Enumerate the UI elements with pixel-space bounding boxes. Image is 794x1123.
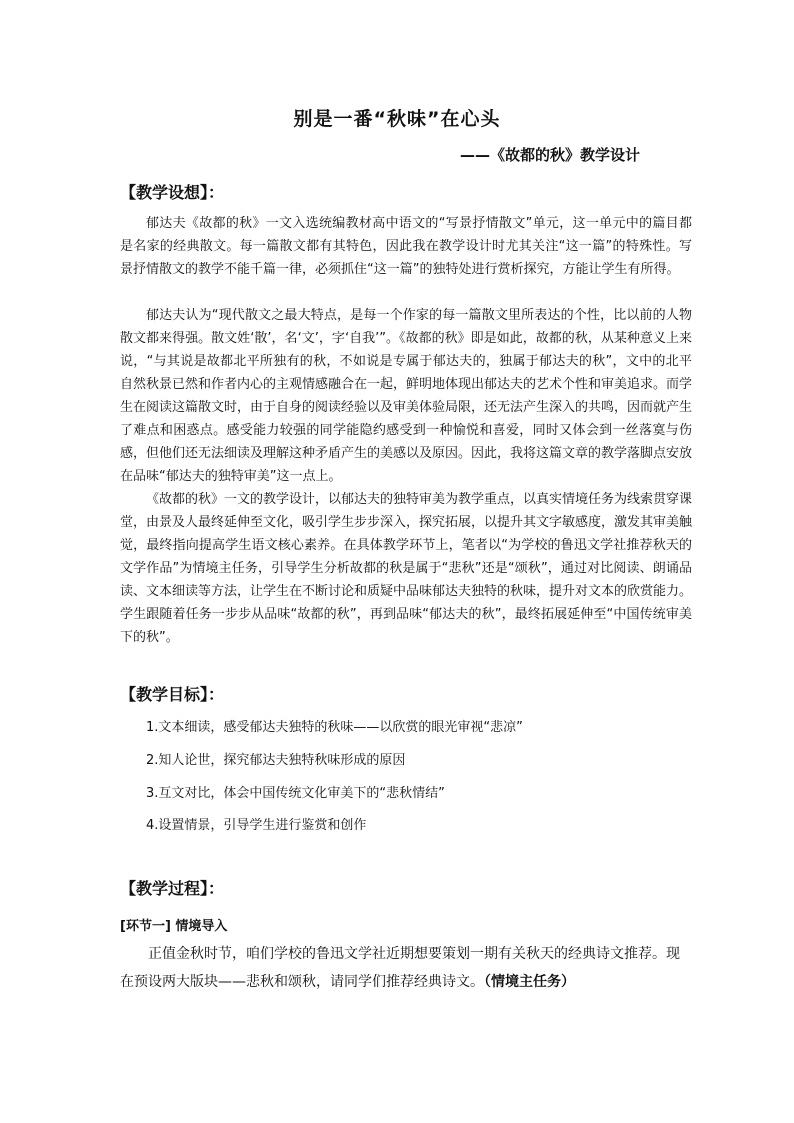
idea-paragraph-2: 郁达夫认为“现代散文之最大特点，是每一个作家的每一篇散文里所表达的个性，比以前的人物散文都来得强。散文姓‘散’，名‘文’，字‘自我’”。《故都的秋》即是如此，故都的秋，从某种意义上来说，“与其说是故都北平所独有的秋，不如说是专属于郁达夫的，独属于郁达夫的秋”，文中的北平自然秋景已然和作者内心的主观情感融合在一起，鲜明地体现出郁达夫的艺术个性和审美追求。而学生在阅读这篇散文时，由于自身的阅读经验以及审美体验局限，还无法产生深入的共鸣，因而就产生了难点和困惑点。感受能力较强的同学能隐约感受到一种愉悦和喜爱，同时又体会到一丝落寞与伤感，但他们还无法细读及理解这种矛盾产生的美感以及原因。因此，我将这篇文章的教学落脚点安放在品味“郁达夫的独特审美”这一点上。 bbox=[120, 308, 693, 484]
heading-teaching-process: 【教学过程】： bbox=[120, 879, 225, 898]
step1-task-note: （情境主任务） bbox=[484, 974, 575, 990]
goal-item-3: 3.互文对比，体会中国传统文化审美下的“悲秋情结” bbox=[146, 786, 445, 801]
doc-subtitle: ——《故都的秋》教学设计 bbox=[460, 146, 641, 164]
idea-paragraph-3: 《故都的秋》一文的教学设计，以郁达夫的独特审美为教学重点，以真实情境任务为线索贯穿课堂，由景及人最终延伸至文化，吸引学生步步深入，探究拓展，以提升其文字敏感度，激发其审美触觉，最终指向提高学生语文核心素养。在具体教学环节上，笔者以“为学校的鲁迅文学社推荐秋天的文学作品”为情境主任务，引导学生分析故都的秋是属于“悲秋”还是“颂秋”，通过对比阅读、朗诵品读、文本细读等方法，让学生在不断讨论和质疑中品味郁达夫独特的秋味，提升对文本的欣赏能力。学生跟随着任务一步步从品味“故都的秋”，再到品味“郁达夫的秋”，最终拓展延伸至“中国传统审美下的秋”。 bbox=[120, 492, 693, 645]
step1-paragraph bbox=[120, 940, 692, 996]
goal-item-4: 4.设置情景，引导学生进行鉴赏和创作 bbox=[146, 818, 367, 833]
step1-label: [环节一] 情境导入 bbox=[120, 919, 228, 934]
goal-item-2: 2.知人论世，探究郁达夫独特秋味形成的原因 bbox=[146, 753, 406, 768]
doc-title: 别是一番“秋味”在心头 bbox=[293, 108, 501, 130]
idea-paragraph-1: 郁达夫《故都的秋》一文入选统编教材高中语文的“写景抒情散文”单元，这一单元中的篇目都是名家的经典散文。每一篇散文都有其特色，因此我在教学设计时尤其关注“这一篇”的特殊性。写景抒情散文的教学不能千篇一律，必须抓住“这一篇”的独特处进行赏析探究，方能让学生有所得。 bbox=[120, 216, 692, 277]
heading-teaching-idea: 【教学设想】： bbox=[120, 183, 225, 202]
step1-text: 正值金秋时节，咱们学校的鲁迅文学社近期想要策划一期有关秋天的经典诗文推荐。现在预设两大版块——悲秋和颂秋，请同学们推荐经典诗文。 bbox=[120, 946, 680, 990]
goal-item-1: 1.文本细读，感受郁达夫独特的秋味——以欣赏的眼光审视“悲凉” bbox=[146, 720, 523, 735]
heading-teaching-goals: 【教学目标】： bbox=[120, 685, 225, 704]
